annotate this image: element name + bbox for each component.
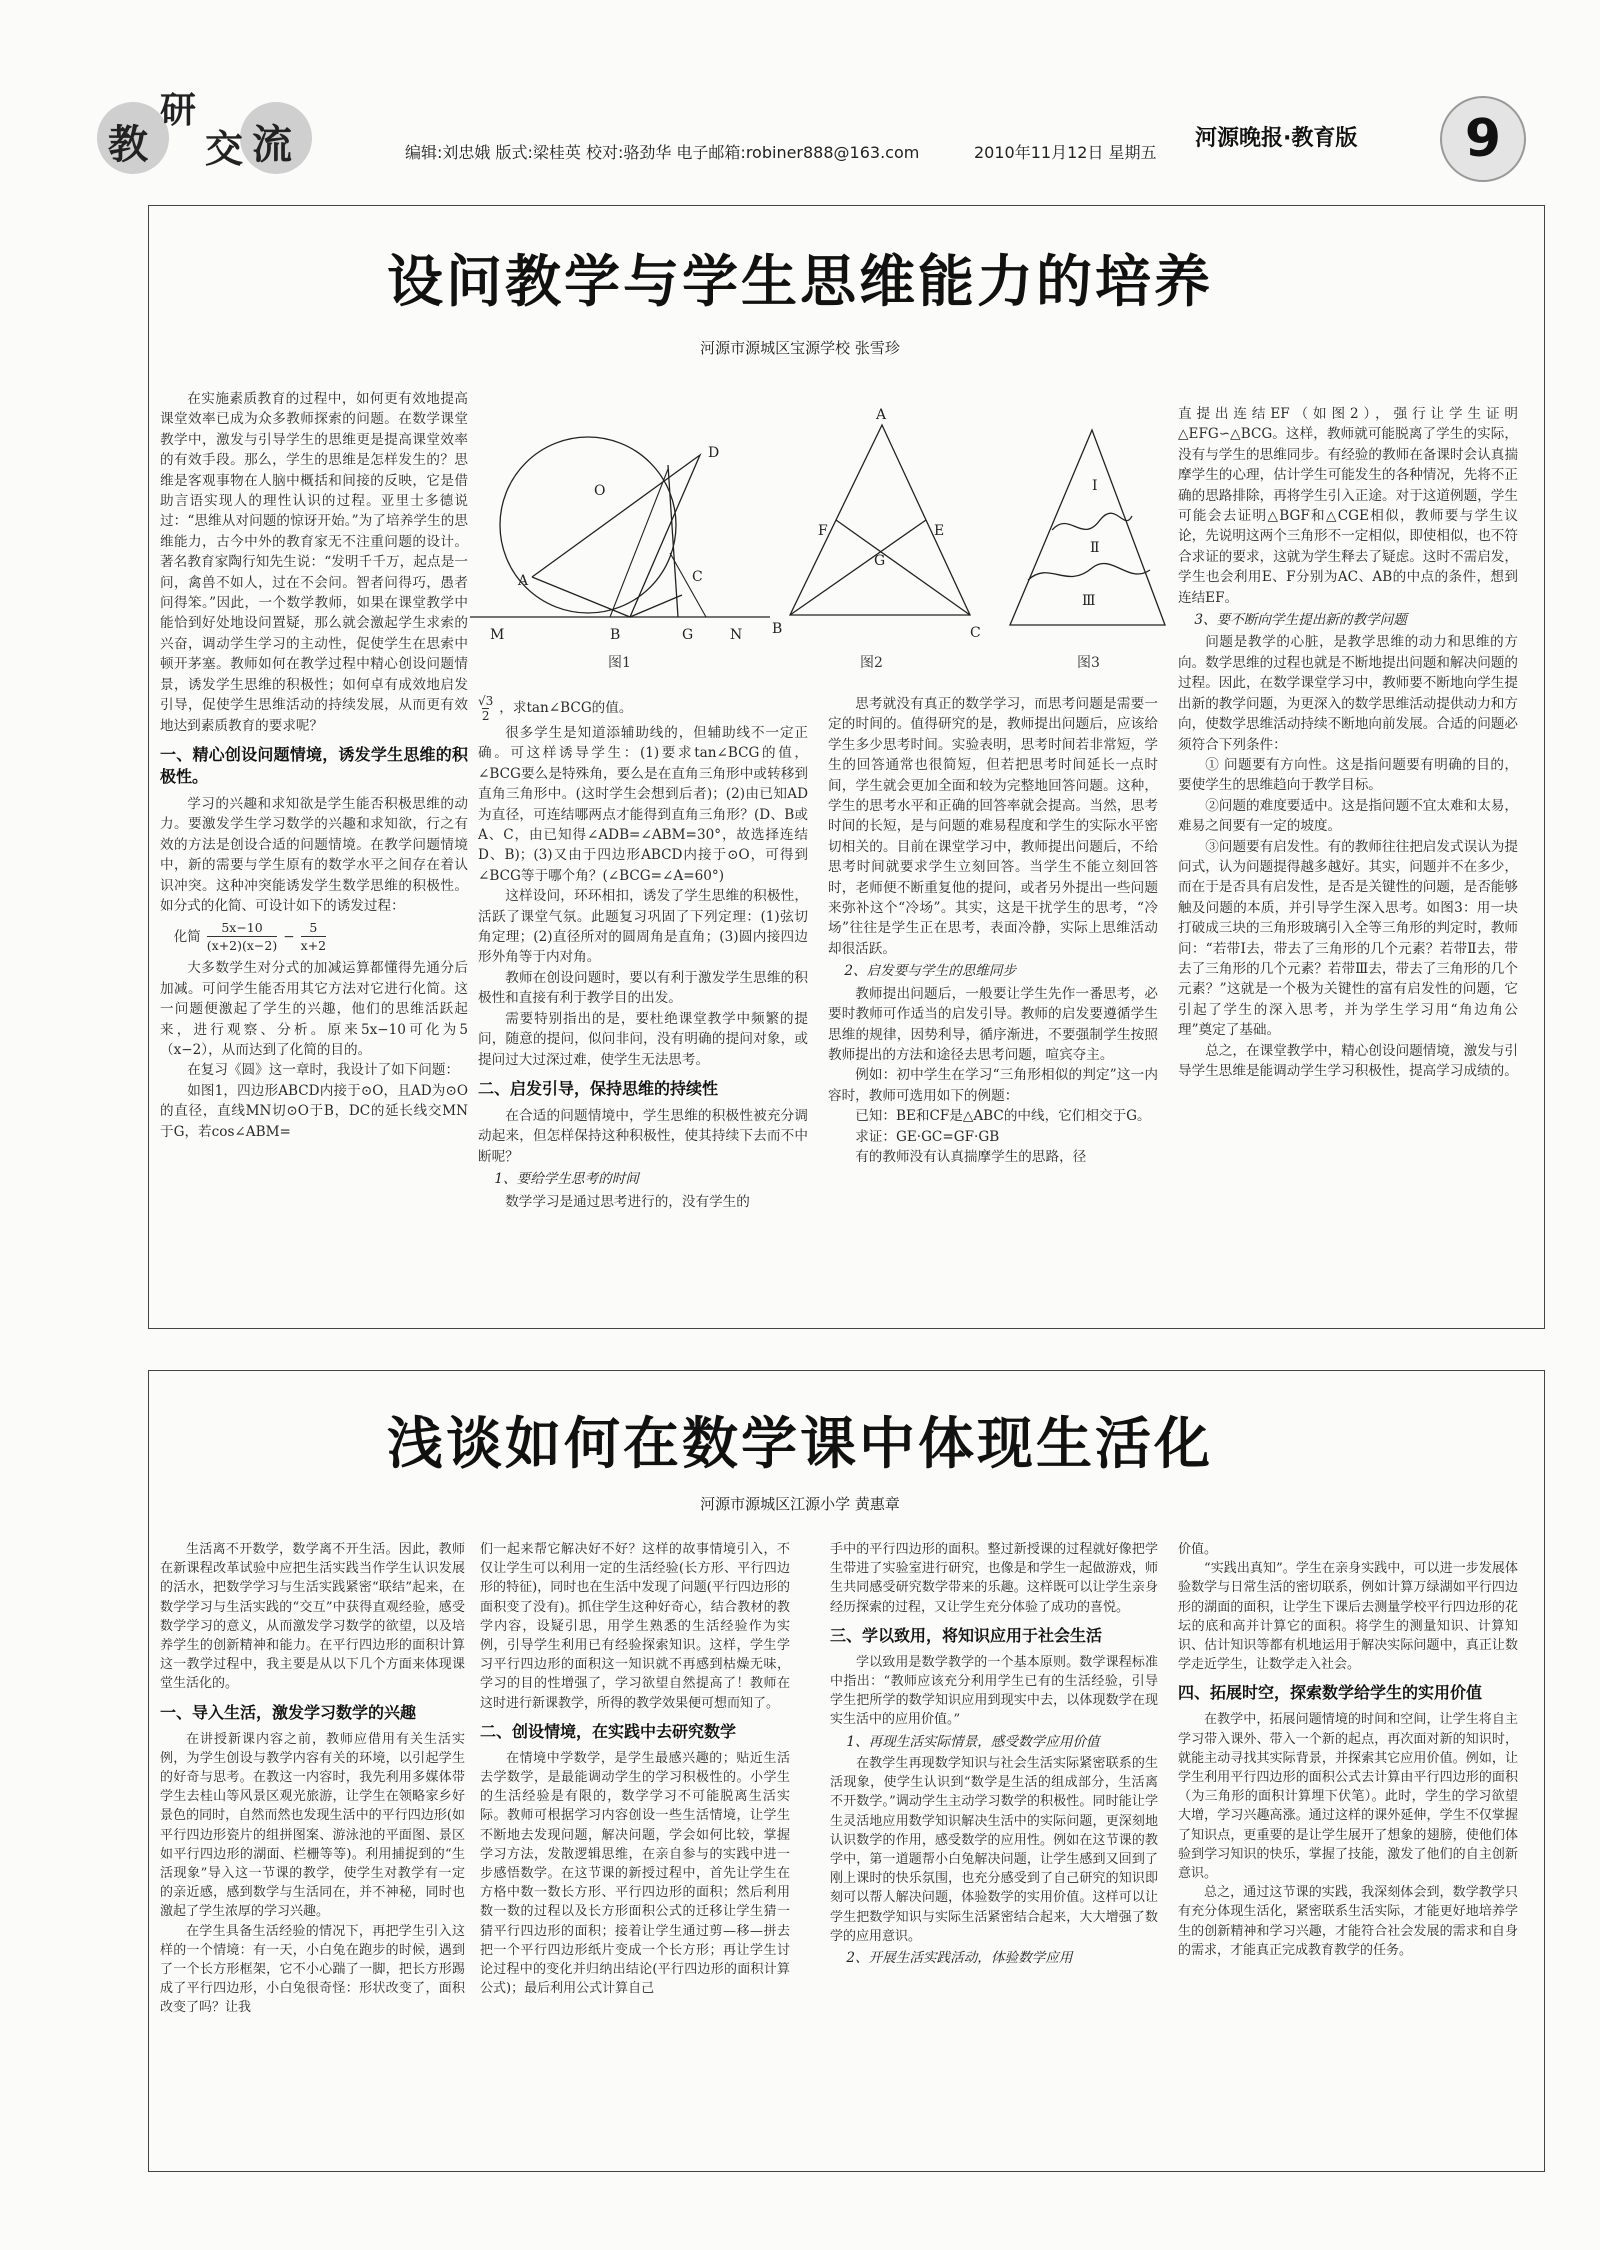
article2-title: 浅谈如何在数学课中体现生活化: [387, 1412, 1213, 1477]
median-be: [790, 520, 926, 615]
label-g: G: [874, 553, 886, 569]
newspaper-brand: 河源晚报·教育版: [1195, 126, 1358, 151]
paragraph: 直提出连结EF（如图2），强行让学生证明△EFG∽△BCG。这样，教师就可能脱离了学生的实际，没有与学生的思维同步。有经验的教师在备课时会认真揣摩学生的心理，估计学生可能发生的各种情况，先将不正确的思路排除，再将学生引入正途。对于这道例题，学生可能会去证明△BGF和△CGE相似，教师要与学生议论，先说明这两个三角形不一定相似，即使相似，也不符合求证的要求，这就为学生释去了疑虑。这时不需启发，学生也会利用E、F分别为AC、AB的中点的条件，想到连结EF。: [1178, 406, 1518, 606]
minus-sign: −: [283, 929, 295, 946]
paragraph: “实践出真知”。学生在亲身实践中，可以进一步发展体验数学与日常生活的密切联系，例如计算万绿湖如平行四边形的湖面的面积，让学生下课后去测量学校平行四边形的花坛的底和高并计算它的面积。将学生的测量知识、计算知识、估计知识等都有机地运用于解决实际问题中，真正让数学走近学生，让数学走入社会。: [1178, 1561, 1518, 1673]
label-e: E: [934, 523, 945, 539]
figure-2: [770, 405, 990, 645]
paragraph: 有的教师没有认真揣摩学生的思路，径: [855, 1148, 1087, 1165]
figure-2-caption: 图2: [860, 655, 883, 671]
paragraph: 总之，通过这节课的实践，我深刻体会到，数学教学只有充分体现生活化，紧密联系生活实际，才能更好地培养学生的创新精神和学习兴趣，才能符合社会发展的需求和自身的需求，才能真正完成教育教学的任务。: [1178, 1885, 1518, 1958]
formula: [174, 920, 468, 954]
paragraph: 需要特别指出的是，要杜绝课堂教学中频繁的提问，随意的提问，似问非问，没有明确的提问对象，或提问过大过深过难，使学生无法思考。: [478, 1010, 808, 1068]
section-heading: 一、导入生活，激发学习数学的兴趣: [160, 1702, 417, 1722]
paragraph: 这样设问，环环相扣，诱发了学生思维的积极性，活跃了课堂气氛。此题复习巩固了下列定理：(1)弦切角定理；(2)直径所对的圆周角是直角；(3)圆内接四边形外角等于内对角。: [478, 888, 808, 966]
figure-1: [470, 405, 770, 645]
article2-column-3: [830, 1540, 1158, 1970]
article1-byline: 河源市源城区宝源学校 张雪珍: [700, 339, 900, 357]
figure-1-caption: 图1: [608, 655, 631, 671]
section-char-1: 教: [108, 122, 148, 168]
paragraph: 求证：GE·GC=GF·GB: [855, 1128, 1000, 1145]
numerator: 5x−10: [221, 920, 263, 936]
denominator: 2: [481, 709, 490, 723]
paragraph: ③问题要有启发性。有的教师往往把启发式误认为提问式，认为问题提得越多越好。其实，问题并不在多少，而在于是否具有启发性，是否是关键性的问题，是否能够触及问题的本质，并引导学生深入思考。如图3：用一块打破成三块的三角形玻璃引入全等三角形的判定时，教师问：“若带Ⅰ去，带去了三角形的几个元素？若带Ⅱ去，带去了三角形的几个元素？若带Ⅲ去，带去了三角形的几个元素？”这就是一个极为关键性的富有启发性的问题，它引起了学生的深入思考，并为学生学习用“角边角公理”奠定了基础。: [1178, 838, 1518, 1039]
paragraph: 手中的平行四边形的面积。整过新授课的过程就好像把学生带进了实验室进行研究，也像是和学生一起做游戏，师生共同感受研究数学带来的乐趣。这样既可以让学生亲身经历探索的过程，又让学生充分体验了成功的喜悦。: [830, 1542, 1158, 1615]
paragraph: 很多学生是知道添辅助线的，但辅助线不一定正确。可这样诱导学生：(1)要求tan∠BCG的值，∠BCG要么是特殊角，要么是在直角三角形中或转移到直角三角形中。(这时学生会想到后者)；(2)由已知AD为直径，可连结哪两点才能得到直角三角形？(D、B或A、C，由已知得∠ADB=∠ABM=30°，故选择连结D、B)；(3)又由于四边形ABCD内接于⊙O，可得到∠BCG等于哪个角？(∠BCG=∠A=60°): [478, 725, 808, 884]
paragraph: 总之，在课堂教学中，精心创设问题情境，激发与引导学生思维是能调动学生学习积极性，提高学习成绩的。: [1178, 1042, 1518, 1079]
paragraph: 学以致用是数学教学的一个基本原则。数学课程标准中指出：“教师应该充分利用学生已有的生活经验，引导学生把所学的数学知识应用到现实中去，以体现数学在现实生活中的应用价值。”: [830, 1654, 1158, 1728]
issue-date: 2010年11月12日 星期五: [974, 143, 1157, 162]
article1-column-2: [478, 694, 808, 1212]
paragraph: 在情境中学数学，是学生最感兴趣的；贴近生活去学数学，是最能调动学生的学习积极性的。小学生的生活经验是有限的，数学学习不可能脱离生活实际。教师可根据学习内容创设一些生活情境，让学生不断地去发现问题，解决问题，学会如何比较，掌握学习方法，发散逻辑思维，在亲自参与的实践中进一步感悟数学。在这节课的新授过程中，首先让学生在方格中数一数长方形、平行四边形的面积；然后利用数一数的过程以及长方形面积公式的迁移让学生猜一猜平行四边形的面积；接着让学生通过剪—移—拼去把一个平行四边形纸片变成一个长方形；再让学生讨论过程中的变化并归纳出结论(平行四边形的面积计算公式)；最后利用公式计算自己: [480, 1750, 790, 1997]
label-o: O: [594, 483, 606, 499]
paragraph: 在教学生再现数学知识与社会生活实际紧密联系的生活现象，使学生认识到“数学是生活的组成部分，生活离不开数学。”调动学生主动学习数学的积极性。同时能让学生灵活地应用数学知识解决生活中的实际问题，更深刻地认识数学的作用，感受数学的应用性。例如在这节课的教学中，第一道题帮小白兔解决问题，让学生感到又回到了刚上课时的快乐氛围，也充分感受到了自己研究的知识即刻可以帮人解决问题，体验数学的实用价值。这样可以让学生把数学知识与实际生活紧密结合起来，大大增强了数学的应用意识。: [830, 1756, 1158, 1944]
figure-3-caption: 图3: [1077, 655, 1100, 671]
paragraph: 在学生具备生活经验的情况下，再把学生引入这样的一个情境：有一天，小白兔在跑步的时候，遇到了一个长方形框架，它不小心踹了一脚，把长方形踢成了平行四边形，小白兔很奇怪：形状改变了，面积改变了吗？让我: [160, 1923, 465, 2016]
paragraph: 在合适的问题情境中，学生思维的积极性被充分调动起来，但怎样保持这种积极性，使其持续下去而不中断呢？: [478, 1107, 808, 1165]
paragraph: 在教学中，拓展问题情境的时间和空间，让学生将自主学习带入课外、带入一个新的起点，再次面对新的知识时，就能主动寻找其实际背景，并探索其它应用价值。例如，让学生利用平行四边形的面积公式去计算由平行四边形的面积（为三角形的面积计算埋下伏笔）。此时，学生的学习欲望大增，学习兴趣高涨。通过这样的课外延伸，学生不仅掌握了知识点，更重要的是让学生展开了想象的翅膀，使他们体验到学习知识的快乐，掌握了技能，激发了他们的自主创新意识。: [1178, 1712, 1518, 1882]
sub-heading: 1、要给学生思考的时间: [494, 1171, 639, 1188]
label-c: C: [692, 569, 703, 585]
article1-column-1: [160, 389, 468, 1142]
paragraph: 例如：初中学生在学习“三角形相似的判定”这一内容时，教师可选用如下的例题：: [828, 1067, 1158, 1104]
sub-heading: 3、要不断向学生提出新的教学问题: [1194, 612, 1407, 629]
article2-byline: 河源市源城区江源小学 黄惠章: [700, 1495, 900, 1513]
label-piece-2: Ⅱ: [1090, 540, 1100, 556]
crack-2: [1028, 564, 1150, 580]
label-a: A: [876, 407, 887, 423]
section-char-3: 交: [205, 127, 244, 171]
label-piece-1: Ⅰ: [1092, 478, 1098, 494]
paragraph: 教师提出问题后，一般要让学生先作一番思考，必要时教师可作适当的启发引导。教师的启发要遵循学生思维的规律，因势利导，循序渐进，不要强制学生按照教师提出的方法和途径去思考问题，喧宾夺主。: [828, 985, 1158, 1063]
paragraph: ②问题的难度要适中。这是指问题不宜太难和太易，难易之间要有一定的坡度。: [1178, 797, 1518, 835]
label-b: B: [610, 627, 621, 643]
paragraph: 在实施素质教育的过程中，如何更有效地提高课堂效率已成为众多教师探索的问题。在数学课堂教学中，激发与引导学生的思维更是提高课堂效率的有效手段。那么，学生的思维是怎样发生的？思维是客观事物在人脑中概括和间接的反映，它是借助言语实现人的理性认识的过程。亚里士多德说过：“思维从对问题的惊讶开始。”为了培养学生的思维能力，古今中外的教育家无不注重问题的设计。著名教育家陶行知先生说：“发明千千万，起点是一问，禽兽不如人，过在不会问。智者问得巧，愚者问得笨。”因此，一个数学教师，如果在课堂教学中能恰到好处地设问置疑，那么就会激起学生求索的兴奋，调动学生学习的主动性，促使学生在思索中顿开茅塞。教师如何在教学过程中精心创设问题情景，诱发学生思维的积极性；如何卓有成效地启发引导，促使学生思维活动的持续发展，从而更有效地达到素质教育的要求呢？: [160, 391, 468, 734]
median-cf: [836, 520, 970, 615]
label-n: N: [730, 627, 743, 643]
page-number: 9: [1440, 96, 1526, 182]
paragraph: ① 问题要有方向性。这是指问题要有明确的目的，要使学生的思维趋向于教学目标。: [1178, 756, 1518, 794]
triangle-abc: [790, 425, 970, 615]
section-char-2: 研: [160, 90, 197, 131]
label-d: D: [708, 445, 720, 461]
paragraph: 大多数学生对分式的加减运算都懂得先通分后加减。可问学生能否用其它方法对它进行化简。这一问题便激起了学生的兴趣，他们的思维活跃起来，进行观察、分析。原来5x−10可化为5（x−2），从而达到了化简的目的。: [160, 960, 468, 1058]
label-b: B: [772, 621, 783, 637]
paragraph: 已知：BE和CF是△ABC的中线，它们相交于G。: [855, 1108, 1151, 1125]
paragraph: 思考就没有真正的数学学习，而思考问题是需要一定的时间的。值得研究的是，教师提出问题后，应该给学生多少思考时间。实验表明，思考时间若非常短，学生的回答通常也很简短，但若把思考时间延长一点时间，学生就会更加全面和较为完整地回答问题。这种，学生的思考水平和正确的回答率就会提高。当然，思考时间的长短，是与问题的难易程度和学生的实际水平密切相关的。目前在课堂学习中，教师提出问题后，不给思考时间就要求学生立刻回答。当学生不能立刻回答时，老师便不断重复他的提问，或者另外提出一些问题来弥补这个“冷场”。其实，这是干扰学生的思考，“冷场”往往是学生正在思考，表面冷静，实际上思维活动却很活跃。: [828, 696, 1158, 957]
fraction-2: [301, 920, 326, 954]
formula-label: 化简: [173, 929, 201, 946]
paragraph: 问题是教学的心脏，是教学思维的动力和思维的方向。数学思维的过程也就是不断地提出问题和解决问题的过程。因此，在数学课堂学习中，教师要不断地向学生提出新的教学问题，为更深入的数学思维活动提供动力和方向，使数学思维活动持续不断地向前发展。合适的问题必须符合下列条件：: [1178, 634, 1518, 753]
article2-column-1: [160, 1540, 465, 2018]
fraction: [478, 694, 493, 723]
figure-3: [1000, 420, 1180, 630]
formula-text: ，求tan∠BCG的值。: [499, 700, 633, 717]
paragraph: 生活离不开数学，数学离不开生活。因此，教师在新课程改革试验中应把生活实践当作学生认识发展的活水，把数学学习与生活实践紧密“联结”起来，在数学学习与生活实践的“交互”中获得直观经验，感受数学学习的意义，从而激发学习数学的欲望，以及培养学生的创新精神和能力。在平行四边形的面积计算这一教学过程中，我主要是从以下几个方面来体现课堂生活化的。: [160, 1542, 465, 1692]
label-c: C: [970, 625, 981, 641]
sub-heading: 1、再现生活实际情景，感受数学应用价值: [846, 1733, 1100, 1750]
paragraph: 在讲授新课内容之前，教师应借用有关生活实例，为学生创设与教学内容有关的环境，以引起学生的好奇与思考。在教这一内容时，我先利用多媒体带学生去桂山等风景区观光旅游，让学生在领略家乡好景色的同时，自然而然也发现生活中的平行四边形(如平行四边形瓷片的组拼图案、游泳池的平面图、景区如平行四边形的湖面、栏栅等等)。利用捕捉到的“生活现象”导入这一节课的教学，使学生对教学有一定的亲近感，感到数学与生活同在，并不神秘，同时也激起了学生浓厚的学习兴趣。: [160, 1731, 465, 1920]
section-heading: 三、学以致用，将知识应用于社会生活: [830, 1625, 1103, 1645]
paragraph: 数学学习是通过思考进行的，没有学生的: [505, 1193, 750, 1210]
paragraph: 价值。: [1178, 1542, 1218, 1557]
numerator: 5: [309, 920, 318, 936]
paragraph: 们一起来帮它解决好不好？这样的故事情境引入，不仅让学生可以利用一定的生活经验(长方形、平行四边形的特征)，同时也在生活中发现了问题(平行四边形的面积变了没有)。抓住学生这种好奇心，结合教材的教学内容，设疑引思，用学生熟悉的生活经验作为实例，引导学生利用已有经验探索知识。这样，学生学习平行四边形的面积这一知识就不再感到枯燥无味，学习的目的性增强了，学习欲望自然提高了！教师在这时进行新课教学，所得的教学效果便可想而知了。: [480, 1542, 790, 1711]
section-heading: 二、创设情境，在实践中去研究数学: [480, 1721, 737, 1741]
article1-column-3: [828, 694, 1158, 1167]
fraction-1: [207, 920, 277, 954]
article1-column-4: [1178, 404, 1518, 1081]
label-a: A: [518, 573, 529, 589]
paragraph: 学习的兴趣和求知欲是学生能否积极思维的动力。要激发学生学习数学的兴趣和求知欲，行之有效的方法是创设合适的问题情境。在教学问题情境中，新的需要与学生原有的数学水平之间存在着认识冲突。这种冲突能诱发学生数学思维的积极性。如分式的化简、可设计如下的诱发过程：: [160, 795, 468, 914]
label-m: M: [490, 627, 505, 643]
paragraph: 在复习《圆》这一章时，我设计了如下问题：: [187, 1062, 460, 1079]
section-heading: 四、拓展时空，探索数学给学生的实用价值: [1178, 1683, 1483, 1703]
section-heading: 二、启发引导，保持思维的持续性: [478, 1078, 719, 1098]
section-heading: 一、精心创设问题情境，诱发学生思维的积极性。: [160, 744, 468, 786]
crack-1: [1052, 513, 1132, 530]
article2-column-2: [480, 1540, 790, 1998]
editor-info: 编辑:刘忠娥 版式:梁桂英 校对:骆劲华 电子邮箱:robiner888@163.com: [405, 143, 920, 162]
numerator: √3: [478, 694, 494, 708]
label-g: G: [682, 627, 694, 643]
paragraph: 教师在创设问题时，要以有利于激发学生思维的积极性和直接有利于教学目的出发。: [478, 969, 808, 1007]
article2-column-4: [1178, 1540, 1518, 1960]
label-f: F: [818, 523, 828, 539]
denominator: x+2: [300, 938, 327, 954]
sub-heading: 2、开展生活实践活动，体验数学应用: [846, 1950, 1073, 1967]
segment-dg: [668, 465, 678, 617]
section-char-4: 流: [252, 122, 292, 168]
continued-formula: [478, 694, 808, 723]
label-piece-3: Ⅲ: [1082, 593, 1096, 609]
article1-title: 设问教学与学生思维能力的培养: [387, 250, 1213, 315]
denominator: (x+2)(x−2): [206, 938, 278, 954]
paragraph: 如图1，四边形ABCD内接于⊙O，且AD为⊙O的直径，直线MN切⊙O于B，DC的延长线交MN于G，若cos∠ABM=: [160, 1082, 468, 1140]
sub-heading: 2、启发要与学生的思维同步: [844, 963, 1017, 980]
